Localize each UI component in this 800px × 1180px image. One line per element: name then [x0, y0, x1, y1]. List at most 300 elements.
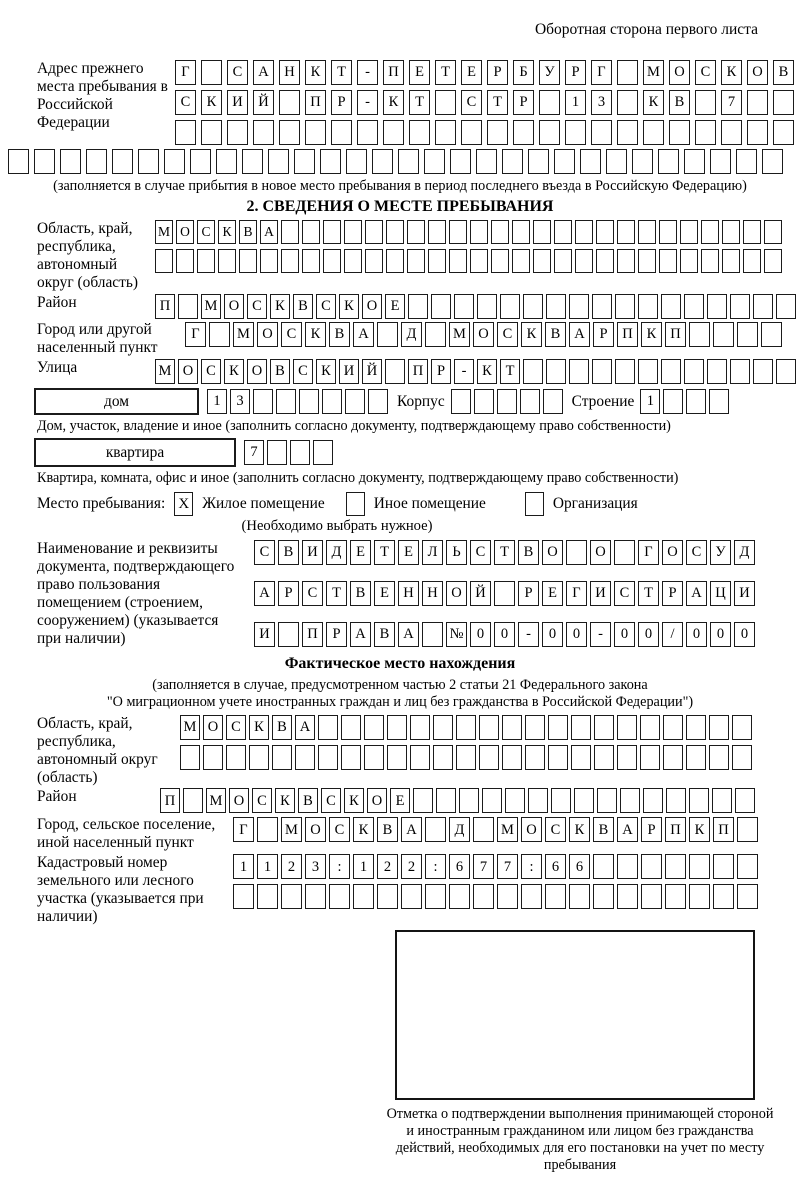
char-cell[interactable]: Р — [326, 622, 347, 647]
char-cell[interactable] — [575, 220, 593, 244]
char-cell[interactable]: С — [614, 581, 635, 606]
char-cell[interactable] — [707, 294, 727, 319]
char-cell[interactable]: О — [542, 540, 563, 565]
char-cell[interactable] — [689, 788, 709, 813]
char-cell[interactable]: 3 — [591, 90, 612, 115]
char-cell[interactable]: Р — [431, 359, 451, 384]
char-cell[interactable]: 0 — [494, 622, 515, 647]
char-cell[interactable] — [732, 715, 752, 740]
char-cell[interactable]: 0 — [638, 622, 659, 647]
char-cell[interactable]: И — [254, 622, 275, 647]
char-cell[interactable]: К — [249, 715, 269, 740]
char-cell[interactable] — [539, 90, 560, 115]
char-cell[interactable] — [617, 90, 638, 115]
char-cell[interactable] — [386, 249, 404, 273]
char-cell[interactable] — [387, 715, 407, 740]
char-cell[interactable] — [615, 294, 635, 319]
char-cell[interactable] — [776, 294, 796, 319]
char-cell[interactable]: С — [281, 322, 302, 347]
char-cell[interactable]: К — [201, 90, 222, 115]
char-cell[interactable] — [680, 220, 698, 244]
char-cell[interactable]: Н — [279, 60, 300, 85]
char-cell[interactable]: П — [160, 788, 180, 813]
char-cell[interactable] — [410, 715, 430, 740]
char-cell[interactable]: 1 — [640, 389, 660, 414]
char-cell[interactable]: 6 — [545, 854, 566, 879]
char-cell[interactable] — [276, 389, 296, 414]
char-cell[interactable]: 7 — [473, 854, 494, 879]
char-cell[interactable]: К — [689, 817, 710, 842]
char-cell[interactable] — [138, 149, 159, 174]
char-cell[interactable] — [364, 745, 384, 770]
char-cell[interactable]: С — [316, 294, 336, 319]
char-cell[interactable]: М — [449, 322, 470, 347]
char-cell[interactable] — [449, 249, 467, 273]
char-cell[interactable] — [433, 745, 453, 770]
char-cell[interactable] — [344, 249, 362, 273]
char-cell[interactable] — [281, 249, 299, 273]
char-cell[interactable]: М — [206, 788, 226, 813]
char-cell[interactable] — [689, 854, 710, 879]
char-cell[interactable] — [753, 294, 773, 319]
char-cell[interactable] — [533, 220, 551, 244]
char-cell[interactable] — [593, 884, 614, 909]
char-cell[interactable] — [233, 884, 254, 909]
char-cell[interactable] — [597, 788, 617, 813]
char-cell[interactable] — [473, 817, 494, 842]
char-cell[interactable]: О — [662, 540, 683, 565]
char-cell[interactable]: П — [617, 322, 638, 347]
char-cell[interactable]: Т — [487, 90, 508, 115]
char-cell[interactable]: 2 — [281, 854, 302, 879]
char-cell[interactable] — [491, 220, 509, 244]
char-cell[interactable]: М — [155, 359, 175, 384]
char-cell[interactable] — [318, 715, 338, 740]
char-cell[interactable]: У — [710, 540, 731, 565]
char-cell[interactable]: : — [521, 854, 542, 879]
char-cell[interactable]: К — [224, 359, 244, 384]
char-cell[interactable] — [551, 788, 571, 813]
char-cell[interactable] — [554, 249, 572, 273]
char-cell[interactable] — [433, 715, 453, 740]
char-cell[interactable] — [571, 715, 591, 740]
char-cell[interactable]: К — [569, 817, 590, 842]
char-cell[interactable] — [512, 249, 530, 273]
char-cell[interactable]: А — [295, 715, 315, 740]
checkbox-zhiloe[interactable]: X — [174, 492, 193, 516]
char-cell[interactable] — [341, 715, 361, 740]
char-cell[interactable] — [606, 149, 627, 174]
char-cell[interactable] — [513, 120, 534, 145]
char-cell[interactable] — [638, 220, 656, 244]
char-cell[interactable]: С — [227, 60, 248, 85]
char-cell[interactable]: А — [253, 60, 274, 85]
char-cell[interactable] — [474, 389, 494, 414]
char-cell[interactable]: О — [176, 220, 194, 244]
char-cell[interactable] — [743, 220, 761, 244]
char-cell[interactable]: И — [590, 581, 611, 606]
char-cell[interactable] — [695, 120, 716, 145]
char-cell[interactable]: Г — [175, 60, 196, 85]
char-cell[interactable] — [666, 788, 686, 813]
char-cell[interactable] — [302, 249, 320, 273]
char-cell[interactable] — [386, 220, 404, 244]
char-cell[interactable] — [281, 220, 299, 244]
char-cell[interactable] — [449, 220, 467, 244]
char-cell[interactable] — [574, 788, 594, 813]
char-cell[interactable] — [521, 884, 542, 909]
char-cell[interactable]: Е — [409, 60, 430, 85]
char-cell[interactable] — [617, 220, 635, 244]
char-cell[interactable] — [249, 745, 269, 770]
char-cell[interactable]: 0 — [710, 622, 731, 647]
char-cell[interactable] — [722, 249, 740, 273]
char-cell[interactable] — [663, 389, 683, 414]
char-cell[interactable] — [401, 884, 422, 909]
char-cell[interactable] — [617, 745, 637, 770]
char-cell[interactable] — [502, 715, 522, 740]
char-cell[interactable] — [216, 149, 237, 174]
char-cell[interactable] — [712, 788, 732, 813]
char-cell[interactable]: М — [201, 294, 221, 319]
char-cell[interactable]: Т — [638, 581, 659, 606]
char-cell[interactable]: П — [155, 294, 175, 319]
char-cell[interactable]: Г — [185, 322, 206, 347]
char-cell[interactable] — [761, 322, 782, 347]
char-cell[interactable]: И — [227, 90, 248, 115]
char-cell[interactable] — [456, 715, 476, 740]
char-cell[interactable] — [428, 220, 446, 244]
char-cell[interactable] — [721, 120, 742, 145]
char-cell[interactable] — [454, 294, 474, 319]
char-cell[interactable] — [686, 745, 706, 770]
char-cell[interactable] — [242, 149, 263, 174]
char-cell[interactable] — [753, 359, 773, 384]
char-cell[interactable] — [190, 149, 211, 174]
char-cell[interactable] — [267, 440, 287, 465]
char-cell[interactable]: С — [302, 581, 323, 606]
char-cell[interactable]: Г — [566, 581, 587, 606]
char-cell[interactable]: У — [539, 60, 560, 85]
char-cell[interactable] — [470, 249, 488, 273]
char-cell[interactable] — [322, 389, 342, 414]
char-cell[interactable] — [424, 149, 445, 174]
char-cell[interactable]: А — [350, 622, 371, 647]
char-cell[interactable] — [743, 249, 761, 273]
char-cell[interactable] — [260, 249, 278, 273]
char-cell[interactable] — [425, 817, 446, 842]
char-cell[interactable] — [659, 249, 677, 273]
char-cell[interactable] — [661, 294, 681, 319]
char-cell[interactable]: М — [233, 322, 254, 347]
char-cell[interactable] — [175, 120, 196, 145]
char-cell[interactable] — [500, 294, 520, 319]
char-cell[interactable]: 3 — [305, 854, 326, 879]
char-cell[interactable]: - — [357, 90, 378, 115]
char-cell[interactable] — [617, 884, 638, 909]
char-cell[interactable] — [272, 745, 292, 770]
char-cell[interactable] — [257, 884, 278, 909]
char-cell[interactable]: П — [713, 817, 734, 842]
char-cell[interactable] — [686, 389, 706, 414]
char-cell[interactable]: О — [224, 294, 244, 319]
char-cell[interactable] — [689, 322, 710, 347]
char-cell[interactable] — [659, 220, 677, 244]
char-cell[interactable] — [640, 745, 660, 770]
char-cell[interactable] — [640, 715, 660, 740]
char-cell[interactable] — [596, 220, 614, 244]
char-cell[interactable]: К — [721, 60, 742, 85]
char-cell[interactable] — [701, 220, 719, 244]
char-cell[interactable] — [545, 884, 566, 909]
char-cell[interactable] — [680, 249, 698, 273]
char-cell[interactable] — [614, 540, 635, 565]
char-cell[interactable] — [684, 149, 705, 174]
char-cell[interactable]: К — [218, 220, 236, 244]
char-cell[interactable] — [713, 322, 734, 347]
char-cell[interactable] — [643, 120, 664, 145]
char-cell[interactable]: 1 — [257, 854, 278, 879]
char-cell[interactable]: 0 — [566, 622, 587, 647]
char-cell[interactable] — [487, 120, 508, 145]
char-cell[interactable]: П — [665, 322, 686, 347]
char-cell[interactable] — [451, 389, 471, 414]
char-cell[interactable]: В — [374, 622, 395, 647]
char-cell[interactable]: С — [247, 294, 267, 319]
char-cell[interactable] — [684, 359, 704, 384]
char-cell[interactable]: К — [353, 817, 374, 842]
char-cell[interactable]: С — [252, 788, 272, 813]
char-cell[interactable] — [407, 249, 425, 273]
char-cell[interactable]: В — [329, 322, 350, 347]
char-cell[interactable] — [295, 745, 315, 770]
char-cell[interactable]: М — [497, 817, 518, 842]
char-cell[interactable] — [86, 149, 107, 174]
char-cell[interactable] — [323, 249, 341, 273]
char-cell[interactable] — [209, 322, 230, 347]
char-cell[interactable] — [565, 120, 586, 145]
char-cell[interactable]: К — [641, 322, 662, 347]
char-cell[interactable]: Р — [513, 90, 534, 115]
char-cell[interactable]: О — [178, 359, 198, 384]
char-cell[interactable]: И — [734, 581, 755, 606]
char-cell[interactable]: О — [669, 60, 690, 85]
char-cell[interactable]: Л — [422, 540, 443, 565]
char-cell[interactable] — [344, 220, 362, 244]
char-cell[interactable]: Р — [593, 322, 614, 347]
char-cell[interactable]: Н — [398, 581, 419, 606]
char-cell[interactable] — [617, 60, 638, 85]
char-cell[interactable]: С — [254, 540, 275, 565]
char-cell[interactable]: К — [643, 90, 664, 115]
char-cell[interactable] — [413, 788, 433, 813]
char-cell[interactable]: Р — [641, 817, 662, 842]
char-cell[interactable] — [294, 149, 315, 174]
char-cell[interactable] — [709, 745, 729, 770]
char-cell[interactable] — [709, 389, 729, 414]
char-cell[interactable] — [663, 745, 683, 770]
char-cell[interactable]: Т — [500, 359, 520, 384]
char-cell[interactable]: С — [321, 788, 341, 813]
char-cell[interactable] — [722, 220, 740, 244]
char-cell[interactable]: А — [569, 322, 590, 347]
char-cell[interactable] — [341, 745, 361, 770]
char-cell[interactable] — [525, 745, 545, 770]
char-cell[interactable] — [203, 745, 223, 770]
char-cell[interactable]: В — [272, 715, 292, 740]
char-cell[interactable] — [575, 249, 593, 273]
char-cell[interactable]: / — [662, 622, 683, 647]
char-cell[interactable]: О — [229, 788, 249, 813]
char-cell[interactable] — [377, 884, 398, 909]
char-cell[interactable]: С — [497, 322, 518, 347]
char-cell[interactable]: О — [747, 60, 768, 85]
char-cell[interactable]: П — [665, 817, 686, 842]
char-cell[interactable] — [491, 249, 509, 273]
char-cell[interactable] — [435, 120, 456, 145]
char-cell[interactable]: Й — [470, 581, 491, 606]
char-cell[interactable] — [436, 788, 456, 813]
char-cell[interactable]: Й — [253, 90, 274, 115]
char-cell[interactable]: Е — [374, 581, 395, 606]
char-cell[interactable]: Й — [362, 359, 382, 384]
char-cell[interactable] — [764, 249, 782, 273]
char-cell[interactable]: С — [226, 715, 246, 740]
char-cell[interactable]: 1 — [207, 389, 227, 414]
char-cell[interactable]: А — [617, 817, 638, 842]
char-cell[interactable]: К — [344, 788, 364, 813]
char-cell[interactable]: Д — [401, 322, 422, 347]
char-cell[interactable]: В — [377, 817, 398, 842]
char-cell[interactable] — [773, 120, 794, 145]
char-cell[interactable] — [320, 149, 341, 174]
char-cell[interactable]: С — [686, 540, 707, 565]
char-cell[interactable] — [346, 149, 367, 174]
char-cell[interactable] — [8, 149, 29, 174]
char-cell[interactable]: В — [773, 60, 794, 85]
char-cell[interactable] — [566, 540, 587, 565]
char-cell[interactable] — [620, 788, 640, 813]
char-cell[interactable] — [554, 220, 572, 244]
char-cell[interactable]: О — [247, 359, 267, 384]
char-cell[interactable]: С — [461, 90, 482, 115]
char-cell[interactable] — [428, 249, 446, 273]
char-cell[interactable] — [641, 884, 662, 909]
char-cell[interactable]: К — [275, 788, 295, 813]
char-cell[interactable] — [592, 359, 612, 384]
char-cell[interactable] — [764, 220, 782, 244]
char-cell[interactable] — [494, 581, 515, 606]
char-cell[interactable] — [435, 90, 456, 115]
char-cell[interactable] — [368, 389, 388, 414]
char-cell[interactable] — [323, 220, 341, 244]
char-cell[interactable] — [580, 149, 601, 174]
char-cell[interactable]: К — [316, 359, 336, 384]
char-cell[interactable] — [554, 149, 575, 174]
char-cell[interactable] — [449, 884, 470, 909]
char-cell[interactable]: О — [305, 817, 326, 842]
char-cell[interactable]: К — [383, 90, 404, 115]
char-cell[interactable]: 6 — [449, 854, 470, 879]
char-cell[interactable] — [641, 854, 662, 879]
char-cell[interactable] — [776, 359, 796, 384]
char-cell[interactable] — [539, 120, 560, 145]
char-cell[interactable]: В — [518, 540, 539, 565]
char-cell[interactable]: Т — [331, 60, 352, 85]
char-cell[interactable] — [331, 120, 352, 145]
char-cell[interactable] — [227, 120, 248, 145]
char-cell[interactable]: М — [643, 60, 664, 85]
char-cell[interactable]: И — [302, 540, 323, 565]
char-cell[interactable] — [482, 788, 502, 813]
char-cell[interactable] — [528, 149, 549, 174]
char-cell[interactable]: Е — [385, 294, 405, 319]
char-cell[interactable]: 3 — [230, 389, 250, 414]
char-cell[interactable]: 2 — [401, 854, 422, 879]
char-cell[interactable] — [226, 745, 246, 770]
char-cell[interactable] — [407, 220, 425, 244]
char-cell[interactable]: И — [339, 359, 359, 384]
char-cell[interactable]: Е — [350, 540, 371, 565]
char-cell[interactable] — [710, 149, 731, 174]
char-cell[interactable]: Т — [435, 60, 456, 85]
char-cell[interactable]: М — [155, 220, 173, 244]
char-cell[interactable] — [593, 854, 614, 879]
char-cell[interactable] — [617, 249, 635, 273]
char-cell[interactable]: Р — [331, 90, 352, 115]
char-cell[interactable] — [665, 884, 686, 909]
char-cell[interactable]: А — [401, 817, 422, 842]
char-cell[interactable] — [591, 120, 612, 145]
char-cell[interactable] — [279, 120, 300, 145]
char-cell[interactable] — [615, 359, 635, 384]
char-cell[interactable]: 7 — [497, 854, 518, 879]
char-cell[interactable] — [201, 60, 222, 85]
char-cell[interactable]: В — [278, 540, 299, 565]
char-cell[interactable]: 0 — [542, 622, 563, 647]
char-cell[interactable]: К — [339, 294, 359, 319]
char-cell[interactable]: П — [408, 359, 428, 384]
char-cell[interactable] — [410, 745, 430, 770]
char-cell[interactable]: Б — [513, 60, 534, 85]
char-cell[interactable] — [617, 715, 637, 740]
char-cell[interactable] — [497, 389, 517, 414]
char-cell[interactable]: Р — [487, 60, 508, 85]
char-cell[interactable] — [372, 149, 393, 174]
char-cell[interactable] — [178, 294, 198, 319]
char-cell[interactable] — [533, 249, 551, 273]
char-cell[interactable]: - — [518, 622, 539, 647]
char-cell[interactable] — [571, 745, 591, 770]
char-cell[interactable]: О — [473, 322, 494, 347]
char-cell[interactable] — [253, 120, 274, 145]
char-cell[interactable] — [695, 90, 716, 115]
char-cell[interactable]: О — [257, 322, 278, 347]
char-cell[interactable] — [456, 745, 476, 770]
char-cell[interactable]: М — [281, 817, 302, 842]
char-cell[interactable]: С — [695, 60, 716, 85]
checkbox-inoe[interactable] — [346, 492, 365, 516]
char-cell[interactable] — [638, 359, 658, 384]
char-cell[interactable] — [730, 359, 750, 384]
char-cell[interactable]: Е — [461, 60, 482, 85]
char-cell[interactable]: 7 — [244, 440, 264, 465]
char-cell[interactable] — [497, 884, 518, 909]
char-cell[interactable] — [345, 389, 365, 414]
char-cell[interactable]: Е — [398, 540, 419, 565]
char-cell[interactable] — [365, 220, 383, 244]
char-cell[interactable] — [617, 120, 638, 145]
